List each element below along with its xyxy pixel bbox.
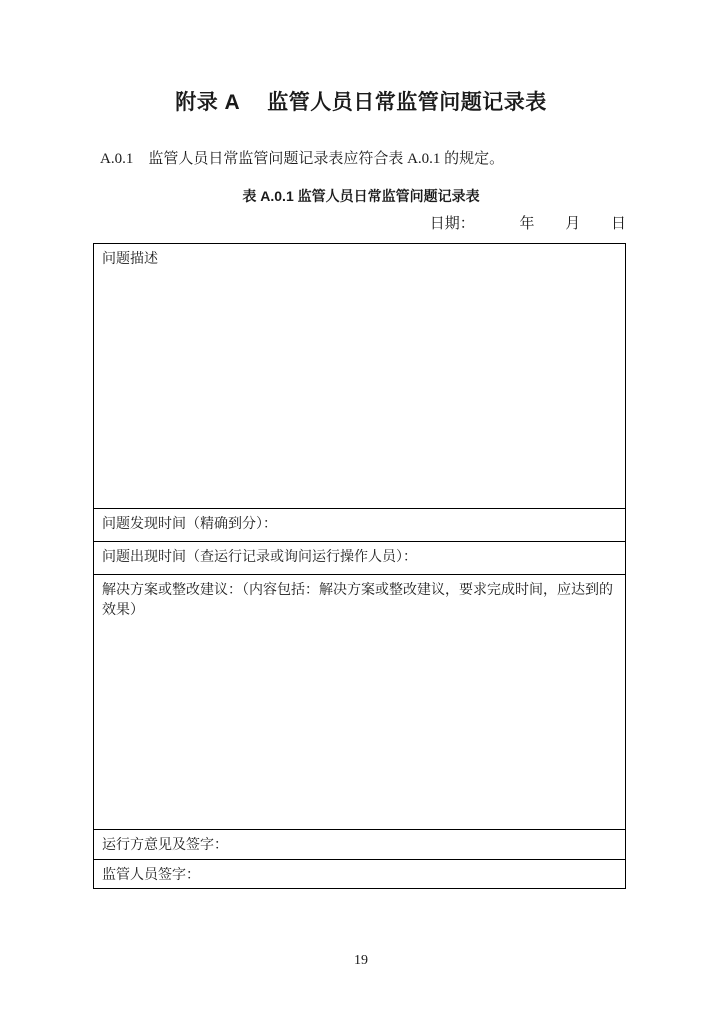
record-form-table bbox=[93, 243, 626, 889]
clause-a01-text: A.0.1 监管人员日常监管问题记录表应符合表 A.0.1 的规定。 bbox=[100, 151, 505, 167]
form-row-label: 监管人员签字： bbox=[102, 868, 200, 883]
form-row-supervisor-signature bbox=[94, 859, 625, 888]
date-day-label: 日 bbox=[610, 216, 626, 232]
form-row-label: 问题出现时间（查运行记录或询问运行操作人员）： bbox=[102, 550, 417, 565]
form-row-problem-occur-time bbox=[94, 541, 625, 574]
date-month-label: 月 bbox=[565, 216, 581, 232]
date-year-label: 年 bbox=[519, 216, 535, 232]
appendix-title: 附录 A 监管人员日常监管问题记录表 bbox=[175, 91, 547, 114]
page-number: 19 bbox=[354, 953, 368, 968]
form-row-problem-description bbox=[94, 244, 625, 508]
form-row-solution-suggestion bbox=[94, 574, 625, 829]
form-row-label: 问题发现时间（精确到分）： bbox=[102, 517, 277, 532]
form-row-label: 解决方案或整改建议：（内容包括：解决方案或整改建议，要求完成时间，应达到的效果） bbox=[102, 583, 613, 618]
form-row-label: 运行方意见及签字： bbox=[102, 838, 228, 853]
date-line bbox=[93, 212, 626, 233]
form-row-problem-found-time bbox=[94, 508, 625, 541]
date-label: 日期： bbox=[429, 216, 475, 232]
form-row-label: 问题描述 bbox=[102, 252, 158, 267]
table-caption: 表 A.0.1 监管人员日常监管问题记录表 bbox=[242, 188, 480, 204]
form-row-operator-opinion-signature bbox=[94, 829, 625, 859]
